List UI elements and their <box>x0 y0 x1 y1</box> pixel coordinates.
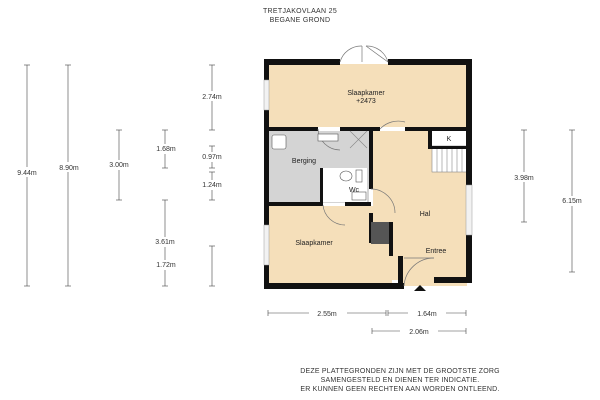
toilet-bowl <box>340 171 352 181</box>
room-label-bedroom-top: Slaapkamer <box>347 90 385 97</box>
disclaimer-line-3: ER KUNNEN GEEN RECHTEN AAN WORDEN ONTLEEND. <box>300 386 500 393</box>
room-label-bedroom-top-sub: +2473 <box>356 98 376 105</box>
room-label-entrance: Entree <box>425 248 447 255</box>
disclaimer-line-1: DEZE PLATTEGRONDEN ZIJN MET DE GROOTSTE ZORG <box>300 368 500 375</box>
dim-label-bottom-left: 2.55m <box>317 311 337 318</box>
plan-title-address: TRETJAKOVLAAN 25 <box>262 8 338 15</box>
dim-label-inner-mid-b: 0.97m <box>202 154 222 161</box>
toilet-tank <box>356 170 362 182</box>
boiler-unit <box>272 135 286 149</box>
dim-label-inner-top: 2.74m <box>202 94 222 101</box>
dim-label-left-lower: 3.61m <box>155 239 175 246</box>
room-label-storage: Berging <box>291 158 317 165</box>
dim-label-left-total-b: 8.90m <box>59 165 79 172</box>
room-label-wc: Wc <box>348 187 360 194</box>
dim-label-inner-mid-a: 1.68m <box>156 146 176 153</box>
room-label-hall: Hal <box>419 211 431 218</box>
disclaimer-line-2: SAMENGESTELD EN DIENEN TER INDICATIE. <box>320 377 480 384</box>
dim-label-left-mid: 3.00m <box>109 162 129 169</box>
room-label-closet: K <box>446 136 452 143</box>
stairs <box>432 146 467 172</box>
dim-label-bottom-right: 1.64m <box>417 311 437 318</box>
dim-label-inner-bottom: 1.72m <box>156 262 176 269</box>
dim-label-right-b: 6.15m <box>562 198 582 205</box>
dim-label-inner-mid-c: 1.24m <box>202 182 222 189</box>
dim-label-left-total-a: 9.44m <box>17 170 37 177</box>
room-label-bedroom-bottom: Slaapkamer <box>295 240 333 247</box>
dim-label-right-a: 3.98m <box>514 175 534 182</box>
storage-sink <box>318 134 338 141</box>
dim-label-bottom-total: 2.06m <box>409 329 429 336</box>
plan-title-floor: BEGANE GROND <box>269 17 331 24</box>
